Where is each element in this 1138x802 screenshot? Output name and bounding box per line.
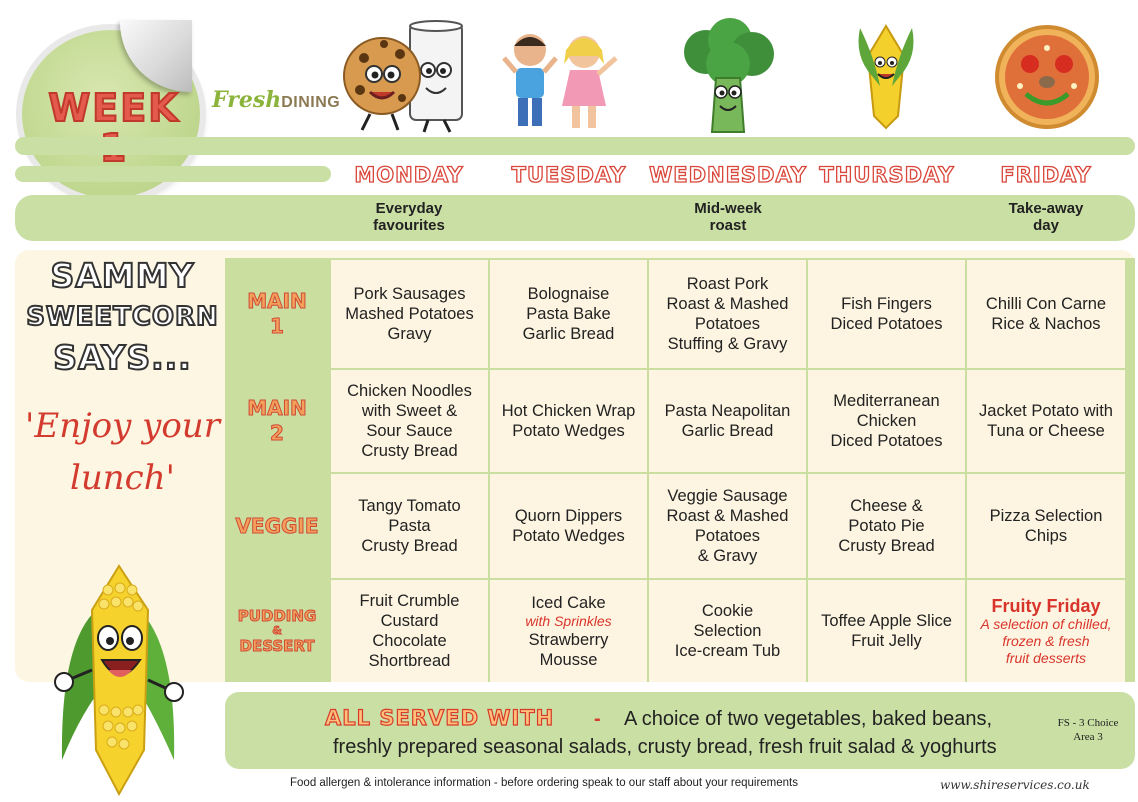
menu-cell (331, 370, 488, 472)
dish-line: Fruit Jelly (851, 632, 922, 650)
menu-cell (808, 580, 965, 682)
dish-line: & Gravy (697, 547, 758, 565)
row-label-veggie (225, 474, 329, 578)
dish-line: Diced Potatoes (830, 315, 943, 333)
theme-wednesday (648, 200, 808, 234)
menu-cell (649, 474, 806, 578)
dish-line: Potato Wedges (512, 527, 625, 545)
row-label-pudding (225, 580, 329, 682)
menu-cell (331, 474, 488, 578)
dish-line: Tangy Tomato (358, 497, 461, 515)
sammy-quote-line1: 'Enjoy your (25, 406, 220, 446)
menu-cell (649, 580, 806, 682)
row-label-main-2-line2: 2 (270, 421, 284, 445)
day-header-tuesday: TUESDAY (511, 163, 627, 187)
dish-line: Pasta Bake (526, 305, 611, 323)
menu-cell (490, 580, 647, 682)
sammy-quote (20, 400, 225, 504)
fruity-friday-line: A selection of chilled, (980, 615, 1112, 632)
dish-line: Cookie (701, 602, 754, 620)
dish-line: Mashed Potatoes (345, 305, 474, 323)
day-header-thursday: THURSDAY (819, 163, 955, 187)
dish-line: Shortbread (368, 652, 451, 670)
served-line1: A choice of two vegetables, baked beans, (624, 708, 993, 730)
children-illustration (500, 28, 628, 136)
dish-line: Potato Pie (848, 517, 925, 535)
dish-line: Gravy (387, 325, 432, 343)
dish-line: Potatoes (694, 315, 761, 333)
menu-cell (490, 260, 647, 368)
menu-cell (967, 474, 1125, 578)
dish-line: Crusty Bread (361, 442, 458, 460)
fruity-friday-title: Fruity Friday (991, 595, 1101, 616)
dish-line: Rice & Nachos (991, 315, 1101, 333)
dish-line: Jacket Potato with (979, 402, 1113, 420)
dish-line: Hot Chicken Wrap (501, 402, 636, 420)
fruity-friday-line: fruit desserts (1005, 649, 1087, 666)
menu-cell (490, 474, 647, 578)
menu-cell (490, 370, 647, 472)
cookie-and-milk-illustration (340, 18, 470, 136)
dish-line: Iced Cake (531, 593, 606, 612)
dish-line: Chocolate (372, 632, 447, 650)
dish-line: Quorn Dippers (514, 507, 623, 525)
theme-monday-line2: favourites (373, 217, 445, 234)
dish-line: Roast & Mashed (666, 507, 789, 525)
allergen-notice: Food allergen & intolerance information - before ordering speak to our staff about your requirements (290, 777, 798, 789)
menu-cell (808, 260, 965, 368)
sammy-line1: SAMMY (50, 256, 195, 295)
row-label-pudding-line3: DESSERT (239, 637, 315, 655)
row-label-main-2 (225, 370, 329, 472)
dish-line: Garlic Bread (681, 422, 774, 440)
website-url[interactable]: www.shireservices.co.uk (940, 778, 1090, 792)
dish-line: Ice-cream Tub (674, 642, 781, 660)
dish-line: Pasta Neapolitan (664, 402, 791, 420)
fs-code (1048, 716, 1128, 744)
dish-line: Potatoes (694, 527, 761, 545)
dish-line: Roast Pork (686, 275, 769, 293)
dish-line: Chicken Noodles (347, 382, 472, 400)
menu-cell (331, 260, 488, 368)
sammy-line3: SAYS... (53, 338, 192, 377)
menu-cell (808, 474, 965, 578)
dish-line: Crusty Bread (361, 537, 458, 555)
week-label: WEEK (48, 86, 180, 130)
top-green-bar (15, 137, 1135, 155)
fs-code-line2: Area 3 (1073, 731, 1103, 743)
sweetcorn-character-small (850, 16, 922, 134)
dish-line: Crusty Bread (838, 537, 935, 555)
day-header-wednesday: WEDNESDAY (649, 163, 807, 187)
theme-friday-line1: Take-away (1008, 200, 1084, 217)
theme-monday-line1: Everyday (375, 200, 443, 217)
dish-line: Bolognaise (527, 285, 610, 303)
fruity-friday-line: frozen & fresh (1002, 632, 1090, 649)
theme-wednesday-line1: Mid-week (694, 200, 762, 217)
dish-line: Mousse (539, 650, 598, 669)
menu-cell (649, 370, 806, 472)
served-dash: - (594, 708, 601, 730)
dish-line: with Sweet & (361, 402, 458, 420)
dish-line: Mediterranean (833, 392, 940, 410)
dish-line: Chips (1024, 527, 1068, 545)
menu-cell (331, 580, 488, 682)
row-label-pudding-line1: PUDDING (237, 607, 317, 625)
menu-cell (808, 370, 965, 472)
logo-fresh: Fresh (212, 87, 282, 113)
row-label-main-1-line2: 1 (270, 314, 284, 338)
short-green-bar (15, 166, 331, 182)
sammy-quote-line2: lunch' (70, 458, 175, 498)
theme-wednesday-line2: roast (709, 217, 747, 234)
menu-cell (649, 260, 806, 368)
dish-accent: with Sprinkles (525, 612, 612, 629)
dish-line: Fruit Crumble (359, 592, 460, 610)
dish-line: Chicken (856, 412, 917, 430)
fresh-dining-logo (212, 88, 340, 115)
fs-code-line1: FS - 3 Choice (1057, 717, 1119, 729)
dish-line: Garlic Bread (522, 325, 615, 343)
broccoli-illustration (678, 18, 778, 136)
dish-line: Roast & Mashed (666, 295, 789, 313)
row-label-main-1 (225, 260, 329, 368)
dish-line: Selection (693, 622, 762, 640)
dish-line: Potato Wedges (512, 422, 625, 440)
dish-line: Fish Fingers (841, 295, 932, 313)
theme-friday-line2: day (1033, 217, 1059, 234)
theme-monday (329, 200, 489, 234)
row-label-main-1-line1: MAIN (247, 289, 307, 313)
dish-line: Pizza Selection (989, 507, 1103, 525)
dish-line: Pork Sausages (353, 285, 466, 303)
dish-line: Chilli Con Carne (985, 295, 1107, 313)
dish-line: Diced Potatoes (830, 432, 943, 450)
dish-line: Stuffing & Gravy (667, 335, 788, 353)
theme-friday (966, 200, 1126, 234)
dish-line: Pasta (388, 517, 431, 535)
row-label-veggie-text: VEGGIE (235, 513, 319, 538)
sweetcorn-character-large (52, 560, 187, 800)
dish-line: Cheese & (850, 497, 923, 515)
dish-line: Toffee Apple Slice (821, 612, 952, 630)
dish-line: Strawberry (528, 630, 609, 649)
row-label-main-2-line1: MAIN (247, 396, 307, 420)
dish-line: Tuna or Cheese (987, 422, 1105, 440)
menu-cell (967, 260, 1125, 368)
day-header-monday: MONDAY (354, 163, 464, 187)
dish-line: Sour Sauce (366, 422, 453, 440)
logo-dining: DINING (281, 94, 341, 111)
dish-line: Veggie Sausage (667, 487, 788, 505)
pizza-face-illustration (990, 24, 1104, 130)
menu-cell (967, 370, 1125, 472)
sammy-line2: SWEETCORN (26, 302, 219, 332)
row-label-pudding-line2: & (272, 624, 282, 637)
menu-cell-fruity-friday (967, 580, 1125, 682)
served-line2: freshly prepared seasonal salads, crusty bread, fresh fruit salad & yoghurts (333, 736, 997, 758)
dish-line: Custard (380, 612, 439, 630)
day-header-friday: FRIDAY (1000, 163, 1092, 187)
served-with-title: ALL SERVED WITH (325, 706, 555, 730)
